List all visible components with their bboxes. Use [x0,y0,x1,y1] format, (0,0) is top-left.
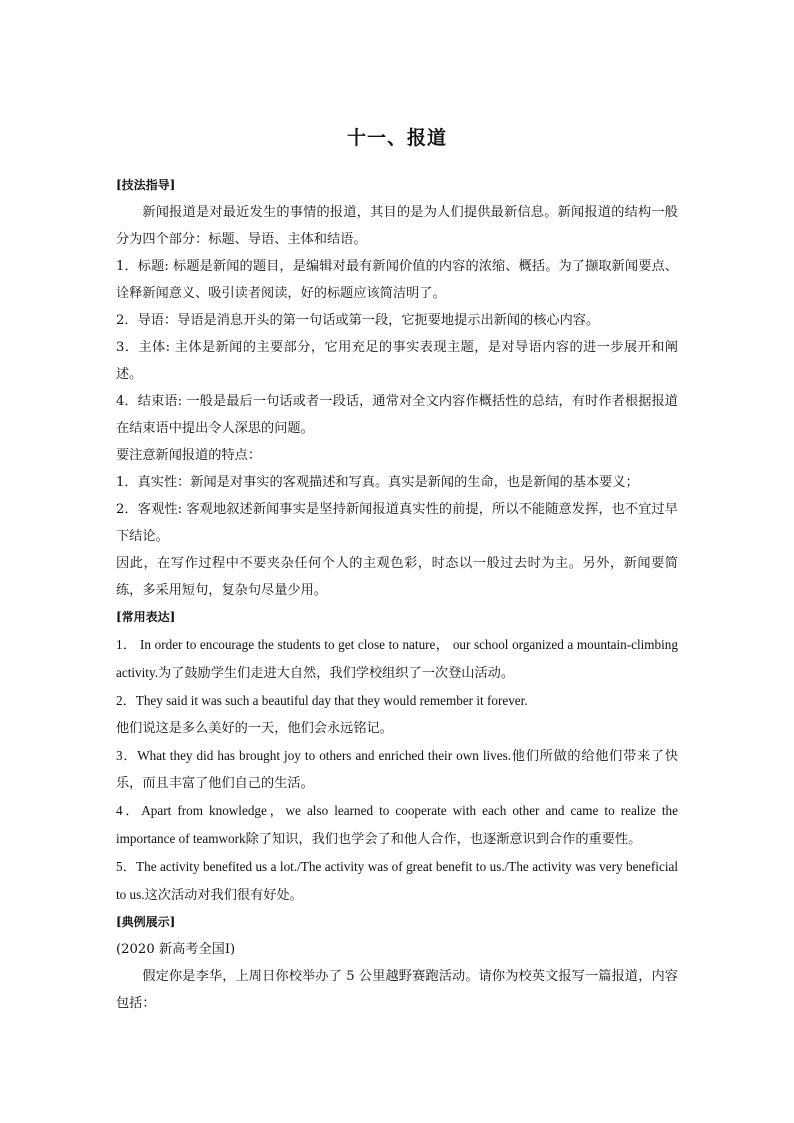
expression-english: 3．What they did has brought joy to others and enriched their own lives. [116,748,512,763]
expression-item-2 [116,687,678,742]
document-page [116,112,678,1017]
guide-item-3: 3．主体: 主体是新闻的主要部分，它用充足的事实表现主题，是对导语内容的进一步展开和阐述。 [116,340,678,382]
guide-conclusion: 因此，在写作过程中不要夹杂任何个人的主观色彩，时态以一般过去时为主。另外，新闻要简练，多采用短句，复杂句尽量少用。 [116,556,678,598]
expression-chinese: 为了鼓励学生们走进大自然，我们学校组织了一次登山活动。 [158,666,515,681]
expression-chinese: 他们所做的给他们带来了快乐，而且丰富了他们自己的生活。 [116,749,679,791]
expression-item-5 [116,853,678,909]
expression-chinese: 这次活动对我们很有好处。 [144,888,303,903]
example-source: (2020 新高考全国Ⅰ) [116,942,236,957]
expression-item-4 [116,797,678,853]
guide-intro: 新闻报道是对最近发生的事情的报道，其目的是为人们提供最新信息。新闻报道的结构一般分为四个部分：标题、导语、主体和结语。 [116,205,678,247]
feature-item-2: 2．客观性: 客观地叙述新闻事实是坚持新闻报道真实性的前提，所以不能随意发挥，也不宜过早下结论。 [116,502,678,544]
guide-item-2: 2．导语：导语是消息开头的第一句话或第一段，它扼要地提示出新闻的核心内容。 [116,313,600,328]
feature-item-1: 1．真实性：新闻是对事实的客观描述和写真。真实是新闻的生命，也是新闻的基本要义； [116,475,639,490]
guide-item-4: 4．结束语: 一般是最后一句话或者一段话，通常对全文内容作概括性的总结，有时作者根据报道在结束语中提出令人深思的问题。 [116,394,678,436]
section-heading-expressions: [常用表达] [116,610,176,624]
expression-item-3 [116,742,678,797]
section-heading-example: [典例展示] [116,915,176,929]
example-prompt: 假定你是李华，上周日你校举办了 5 公里越野赛跑活动。请你为校英文报写一篇报道，内容包括： [116,969,678,1011]
section-heading-guide: [技法指导] [116,178,176,192]
expression-chinese: 除了知识，我们也学会了和他人合作，也逐渐意识到合作的重要性。 [245,832,642,847]
expression-english: 2．They said it was such a beautiful day that they would remember it forever. [116,693,528,708]
expression-english: 4．Apart from knowledge，we also learned to cooperate with each other and came to realize the importance of teamwork [116,803,678,846]
expression-item-1 [116,631,678,687]
expression-english: 5．The activity benefited us a lot./The activity was of great benefit to us./The activity was very beneficial to us. [116,859,678,902]
guide-item-1: 1．标题: 标题是新闻的题目，是编辑对最有新闻价值的内容的浓缩、概括。为了撷取新闻要点、诠释新闻意义、吸引读者阅读，好的标题应该简洁明了。 [116,259,678,301]
expression-chinese: 他们说这是多么美好的一天，他们会永远铭记。 [116,721,393,736]
page-title: 十一、报道 [346,127,447,149]
features-intro: 要注意新闻报道的特点： [116,448,262,463]
expression-english: 1． In order to encourage the students to get close to nature， our school organized a mountain-climbing activity. [116,637,678,680]
